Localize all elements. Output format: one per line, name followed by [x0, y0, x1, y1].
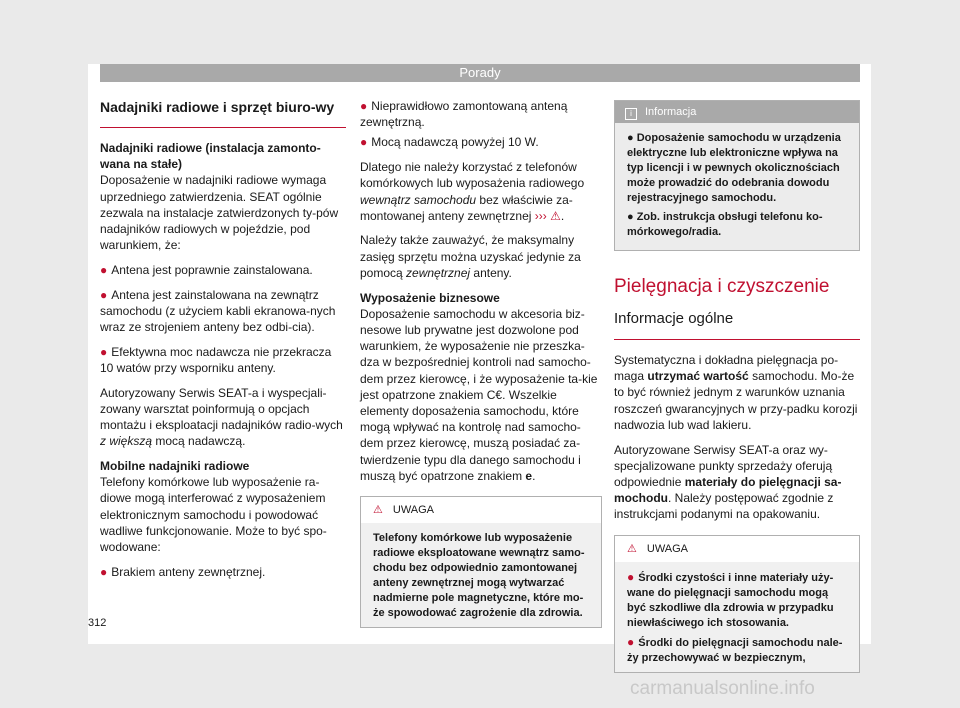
bullet-icon: ●: [360, 135, 368, 150]
column-2: [360, 98, 602, 628]
bullet-icon: ●: [627, 132, 637, 144]
page-header: Porady: [100, 64, 860, 82]
subheading: Wyposażenie biznesowe: [360, 290, 500, 305]
paragraph: Autoryzowany Serwis SEAT-a i wyspecjali-zowany warsztat poinformują o opcjach montażu i eksploatacji nadajników radio-wych z większą mocą nadawczą.: [100, 385, 343, 449]
bullet-item: ● Zob. instrukcja obsługi telefonu ko-mórkowego/radia.: [627, 211, 823, 238]
warning-icon: ⚠: [550, 208, 561, 223]
warning-icon: ⚠: [373, 503, 383, 516]
bullet-icon: ●: [100, 287, 108, 302]
page-number: 312: [88, 617, 107, 629]
column-1: [100, 98, 346, 588]
bullet-item: ● Środki czystości i inne materiały uży-wane do pielęgnacji samochodu mogą być szkodliwe dla zdrowia w przypadku niewłaściwego ich stosowania.: [627, 569, 834, 629]
paragraph: Dlatego nie należy korzystać z telefonów komórkowych lub wyposażenia radiowego wewnątrz samochodu bez właściwie za-montowanej anteny zewnętrznej ››› ⚠.: [360, 160, 585, 223]
info-header: i Informacja: [615, 101, 859, 123]
paragraph: Systematyczna i dokładna pielęgnacja po-maga utrzymać wartość samochodu. Mo-że to być również jednym z warunków uznania roszczeń gwarancyjnych w przy-padku korozji nadwozia lub wad lakieru.: [614, 353, 858, 432]
bullet-icon: ●: [100, 564, 108, 579]
bullet-icon: ●: [100, 344, 108, 359]
info-icon: i: [625, 108, 637, 120]
section-title: Nadajniki radiowe i sprzęt biuro-wy: [100, 98, 346, 128]
bullet-item: ● Doposażenie samochodu w urządzenia elektryczne lub elektroniczne wpływa na typ licencji i w pewnych okolicznościach może prowadzić do odebrania dowodu rejestracyjnego samochodu.: [627, 132, 841, 204]
warning-header: ⚠ UWAGA: [615, 536, 859, 562]
bullet-icon: ●: [627, 569, 635, 584]
warning-icon: ⚠: [627, 542, 637, 555]
warning-header: ⚠ UWAGA: [361, 497, 601, 523]
section-title: Informacje ogólne: [614, 309, 860, 340]
watermark: carmanualsonline.info: [630, 678, 815, 699]
bullet-icon: ●: [360, 99, 368, 113]
cross-reference-link[interactable]: ›››: [534, 208, 547, 223]
bullet-item: ● Efektywna moc nadawcza nie przekracza 10 watów przy wsporniku anteny.: [100, 344, 332, 375]
paragraph: Doposażenie w nadajniki radiowe wymaga uprzedniego zatwierdzenia. SEAT ogólnie zezwala na instalacje zatwierdzonych ty-pów nadajników radiowych w pojeździe, pod warunkiem, że:: [100, 173, 339, 253]
bullet-item: ● Środki do pielęgnacji samochodu nale-ży przechowywać w bezpiecznym,: [627, 634, 843, 664]
info-text: [615, 123, 859, 250]
bullet-item: ● Brakiem anteny zewnętrznej.: [100, 564, 266, 579]
info-box: [614, 100, 860, 251]
subheading: Mobilne nadajniki radiowe: [100, 458, 250, 473]
paragraph: Autoryzowane Serwisy SEAT-a oraz wy-specjalizowane punkty sprzedaży oferują odpowiednie materiały do pielęgnacji sa-mochodu. Należy postępować zgodnie z instrukcjami podanymi na opakowaniu.: [614, 442, 842, 522]
bullet-item: ● Antena jest zainstalowana na zewnątrz samochodu (z użyciem kabli ekranowa-nych wraz ze strojeniem anteny bez odbi-cia).: [100, 287, 336, 335]
warning-box: [614, 535, 860, 673]
paragraph: Telefony komórkowe lub wyposażenie ra-diowe mogą interferować z wyposażeniem elektronicznym samochodu i powodować wadliwe funkcjonowanie. Może to być spo-wodowane:: [100, 475, 327, 554]
bullet-icon: ●: [627, 211, 637, 223]
bullet-icon: ●: [100, 262, 108, 277]
warning-box: [360, 496, 602, 628]
column-3: [614, 100, 860, 673]
bullet-item: ● Antena jest poprawnie zainstalowana.: [100, 262, 313, 277]
bullet-icon: ●: [627, 634, 635, 649]
warning-text: Telefony komórkowe lub wyposażenie radiowe eksploatowane wewnątrz samo-chodu bez odpowiednio zamontowanej anteny zewnętrznej mogą wytwarzać nadmierne pole magnetyczne, które mo-że spowodować zagrożenie dla zdrowia.: [361, 523, 601, 627]
warning-text: [615, 562, 859, 672]
subheading: Nadajniki radiowe (instalacja zamonto-wana na stałe): [100, 141, 321, 172]
chapter-title: Pielęgnacja i czyszczenie: [614, 276, 830, 297]
paragraph: Doposażenie samochodu w akcesoria biz-nesowe lub prywatne jest dozwolone pod warunkiem, że wyposażenie nie przeszka-dza w bezpośredniej kontroli nad samocho-dem przez kierowcę, i że wyposażenie ta-kie jest opatrzone znakiem C€. Wszelkie elementy doposażenia samochodu, które mogą wpływać na kontrolę nad samocho-dem przez kierowcę, muszą posiadać za-twierdzenie typu dla danego samochodu i muszą być opatrzone znakiem e.: [360, 306, 598, 483]
bullet-item: ● Nieprawidłowo zamontowaną anteną zewnętrzną.: [360, 99, 568, 130]
ce-mark-icon: C€: [486, 387, 503, 402]
paragraph: Należy także zauważyć, że maksymalny zasięg sprzętu można uzyskać jedynie za pomocą zewnętrznej anteny.: [360, 233, 581, 280]
bullet-item: ● Mocą nadawczą powyżej 10 W.: [360, 135, 539, 150]
